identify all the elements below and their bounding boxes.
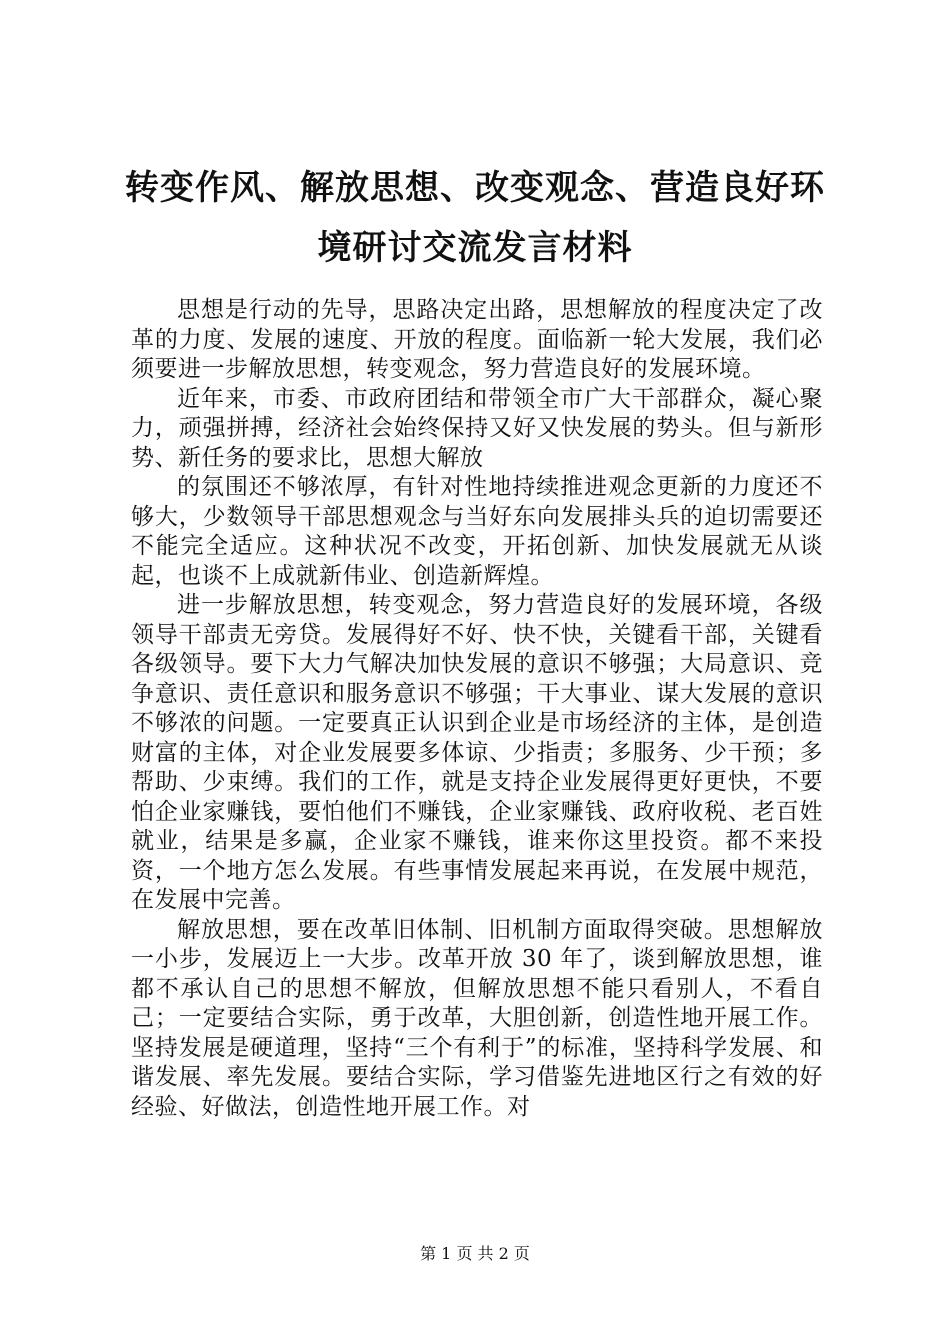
title-line-2: 境研讨交流发言材料 <box>317 228 633 268</box>
document-body <box>131 296 823 1122</box>
document-title <box>110 158 840 278</box>
paragraph-5: 解放思想，要在改革旧体制、旧机制方面取得突破。思想解放一小步，发展迈上一大步。改革开放 30 年了，谈到解放思想，谁都不承认自己的思想不解放，但解放思想不能只看别人，不看自己；一定要结合实际，勇于改革，大胆创新，创造性地开展工作。坚持发展是硬道理，坚持“三个有利于”的标准，坚持科学发展、和谐发展、率先发展。要结合实际，学习借鉴先进地区行之有效的好经验、好做法，创造性地开展工作。对 <box>131 916 823 1120</box>
paragraph-4: 进一步解放思想，转变观念，努力营造良好的发展环境，各级领导干部责无旁贷。发展得好不好、快不快，关键看干部，关键看各级领导。要下大力气解决加快发展的意识不够强；大局意识、竞争意识、责任意识和服务意识不够强；干大事业、谋大发展的意识不够浓的问题。一定要真正认识到企业是市场经济的主体，是创造财富的主体，对企业发展要多体谅、少指责；多服务、少干预；多帮助、少束缚。我们的工作，就是支持企业发展得更好更快，不要怕企业家赚钱，要怕他们不赚钱，企业家赚钱、政府收税、老百姓就业，结果是多赢，企业家不赚钱，谁来你这里投资。都不来投资，一个地方怎么发展。有些事情发展起来再说，在发展中规范，在发展中完善。 <box>131 592 823 913</box>
title-line-1: 转变作风、解放思想、改变观念、营造良好环 <box>125 168 825 208</box>
paragraph-1: 思想是行动的先导，思路决定出路，思想解放的程度决定了改革的力度、发展的速度、开放的程度。面临新一轮大发展，我们必须要进一步解放思想，转变观念，努力营造良好的发展环境。 <box>131 297 823 382</box>
page-footer: 第 1 页 共 2 页 <box>420 1244 530 1263</box>
paragraph-3: 的氛围还不够浓厚，有针对性地持续推进观念更新的力度还不够大，少数领导干部思想观念与当好东向发展排头兵的迫切需要还不能完全适应。这种状况不改变，开拓创新、加快发展就无从谈起，也谈不上成就新伟业、创造新辉煌。 <box>131 474 823 589</box>
paragraph-2: 近年来，市委、市政府团结和带领全市广大干部群众，凝心聚力，顽强拼搏，经济社会始终保持又好又快发展的势头。但与新形势、新任务的要求比，思想大解放 <box>131 385 823 471</box>
